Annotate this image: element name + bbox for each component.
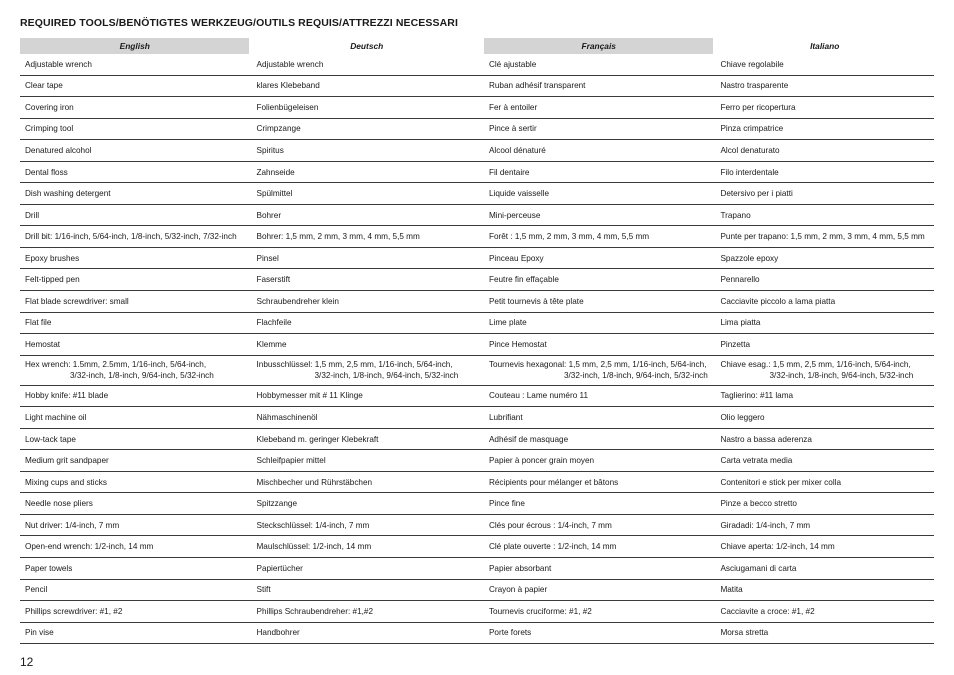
- cell-deutsch: Papiertücher: [256, 563, 303, 573]
- cell-francais: Lubrifiant: [488, 412, 523, 422]
- cell-francais: Pinceau Epoxy: [488, 253, 544, 263]
- cell-english: Epoxy brushes: [25, 253, 80, 263]
- cell-italiano: Lima piatta: [720, 318, 761, 328]
- cell-francais: Papier à poncer grain moyen: [488, 456, 595, 466]
- cell-italiano: Cacciavite a croce: #1, #2: [720, 606, 815, 616]
- cell-deutsch: Bohrer: [256, 210, 282, 220]
- cell-line: Inbusschlüssel: 1,5 mm, 2,5 mm, 1/16-inch, 5/64-inch,: [256, 360, 453, 370]
- cell-english: Open-end wrench: 1/2-inch, 14 mm: [25, 542, 154, 552]
- table-body-bottom: [20, 386, 934, 645]
- table-row: [20, 119, 934, 141]
- cell-line: Chiave esag.: 1,5 mm, 2,5 mm, 1/16-inch, 5/64-inch,: [720, 360, 911, 370]
- cell-deutsch: Zahnseide: [256, 167, 295, 177]
- cell-italiano: Spazzole epoxy: [720, 253, 779, 263]
- cell-deutsch: Schraubendreher klein: [256, 296, 339, 306]
- cell-line: 3/32-inch, 1/8-inch, 9/64-inch, 5/32-inch: [563, 371, 708, 381]
- cell-line: 3/32-inch, 1/8-inch, 9/64-inch, 5/32-inch: [70, 371, 214, 381]
- cell-italiano: Asciugamani di carta: [720, 563, 797, 573]
- cell-francais: Papier absorbant: [488, 563, 552, 573]
- cell-italiano: Taglierino: #11 lama: [720, 391, 794, 401]
- table-row: [20, 183, 934, 205]
- cell-line: Tournevis hexagonal: 1,5 mm, 2,5 mm, 1/16-inch, 5/64-inch,: [488, 360, 707, 370]
- cell-francais: Petit tournevis à tête plate: [488, 296, 584, 306]
- table-row: [20, 269, 934, 291]
- table-row: [20, 97, 934, 119]
- cell-italiano: Pinza crimpatrice: [720, 124, 784, 134]
- cell-italiano: Olio leggero: [720, 412, 765, 422]
- cell-english: Hobby knife: #11 blade: [25, 391, 109, 401]
- cell-italiano: Matita: [720, 585, 743, 595]
- cell-italiano: Chiave regolabile: [720, 59, 784, 69]
- table-row: [20, 313, 934, 335]
- cell-italiano: Detersivo per i piatti: [720, 189, 793, 199]
- cell-english: Phillips screwdriver: #1, #2: [25, 606, 123, 616]
- cell-deutsch: Crimpzange: [256, 124, 301, 134]
- cell-deutsch: Steckschlüssel: 1/4-inch, 7 mm: [256, 520, 370, 530]
- cell-english: Nut driver: 1/4-inch, 7 mm: [25, 520, 120, 530]
- table-row: [20, 601, 934, 623]
- cell-francais: Lime plate: [488, 318, 527, 328]
- cell-italiano: Nastro trasparente: [720, 81, 789, 91]
- cell-deutsch: Folienbügeleisen: [256, 102, 319, 112]
- cell-francais: [484, 356, 713, 385]
- cell-english: Drill bit: 1/16-inch, 5/64-inch, 1/8-inch, 5/32-inch, 7/32-inch: [25, 232, 237, 242]
- cell-italiano: Contenitori e stick per mixer colla: [720, 477, 842, 487]
- column-header-english: English: [20, 38, 249, 54]
- cell-italiano: Punte per trapano: 1,5 mm, 2 mm, 3 mm, 4 mm, 5,5 mm: [720, 232, 925, 242]
- cell-english: Medium grit sandpaper: [25, 456, 109, 466]
- table-row: [20, 429, 934, 451]
- cell-francais: Pince à sertir: [488, 124, 537, 134]
- cell-english: Paper towels: [25, 563, 73, 573]
- cell-english: Dish washing detergent: [25, 189, 111, 199]
- tools-table: [20, 38, 934, 644]
- table-row: [20, 493, 934, 515]
- cell-english: [20, 356, 249, 385]
- cell-italiano: Nastro a bassa aderenza: [720, 434, 812, 444]
- cell-francais: Alcool dénaturé: [488, 145, 546, 155]
- table-row: [20, 76, 934, 98]
- table-row: [20, 472, 934, 494]
- table-row: [20, 291, 934, 313]
- cell-italiano: Cacciavite piccolo a lama piatta: [720, 296, 836, 306]
- cell-italiano: Pinze a becco stretto: [720, 499, 797, 509]
- cell-deutsch: Klemme: [256, 339, 287, 349]
- table-row: [20, 162, 934, 184]
- cell-english: Mixing cups and sticks: [25, 477, 107, 487]
- table-body-top: [20, 54, 934, 356]
- cell-deutsch: Hobbymesser mit # 11 Klinge: [256, 391, 363, 401]
- cell-english: Flat blade screwdriver: small: [25, 296, 129, 306]
- cell-italiano: [715, 356, 934, 385]
- cell-english: Denatured alcohol: [25, 145, 92, 155]
- cell-francais: Liquide vaisselle: [488, 189, 550, 199]
- cell-francais: Adhésif de masquage: [488, 434, 569, 444]
- cell-italiano: Chiave aperta: 1/2-inch, 14 mm: [720, 542, 835, 552]
- table-header-row: [20, 38, 934, 54]
- table-row: [20, 515, 934, 537]
- cell-francais: Fer à entoiler: [488, 102, 538, 112]
- cell-italiano: Carta vetrata media: [720, 456, 793, 466]
- cell-english: Drill: [25, 210, 40, 220]
- column-header-francais: Français: [484, 38, 713, 54]
- cell-deutsch: Nähmaschinenöl: [256, 412, 318, 422]
- cell-deutsch: Schleifpapier mittel: [256, 456, 326, 466]
- cell-deutsch: Flachfeile: [256, 318, 292, 328]
- cell-francais: Pince fine: [488, 499, 525, 509]
- cell-deutsch: Phillips Schraubendreher: #1,#2: [256, 606, 374, 616]
- cell-francais: Feutre fin effaçable: [488, 275, 559, 285]
- table-row: [20, 205, 934, 227]
- page-number: 12: [20, 655, 34, 669]
- cell-deutsch: Handbohrer: [256, 628, 300, 638]
- cell-deutsch: Klebeband m. geringer Klebekraft: [256, 434, 379, 444]
- cell-english: Dental floss: [25, 167, 68, 177]
- cell-english: Felt-tipped pen: [25, 275, 80, 285]
- cell-english: Hemostat: [25, 339, 61, 349]
- table-row: [20, 450, 934, 472]
- page-title: REQUIRED TOOLS/BENÖTIGTES WERKZEUG/OUTILS REQUIS/ATTREZZI NECESSARI: [20, 17, 458, 29]
- cell-deutsch: Spitzzange: [256, 499, 297, 509]
- table-row: [20, 580, 934, 602]
- cell-francais: Récipients pour mélanger et bâtons: [488, 477, 619, 487]
- cell-francais: Clés pour écrous : 1/4-inch, 7 mm: [488, 520, 612, 530]
- table-row: [20, 356, 934, 386]
- cell-francais: Tournevis cruciforme: #1, #2: [488, 606, 592, 616]
- table-row: [20, 334, 934, 356]
- cell-italiano: Morsa stretta: [720, 628, 769, 638]
- cell-english: Needle nose pliers: [25, 499, 93, 509]
- cell-english: Crimping tool: [25, 124, 74, 134]
- cell-francais: Mini-perceuse: [488, 210, 541, 220]
- cell-francais: Forêt : 1,5 mm, 2 mm, 3 mm, 4 mm, 5,5 mm: [488, 232, 650, 242]
- table-row: [20, 54, 934, 76]
- cell-line: Hex wrench: 1.5mm, 2.5mm, 1/16-inch, 5/64-inch,: [25, 360, 207, 370]
- cell-deutsch: Stift: [256, 585, 271, 595]
- cell-francais: Ruban adhésif transparent: [488, 81, 586, 91]
- cell-english: Covering iron: [25, 102, 74, 112]
- cell-italiano: Pennarello: [720, 275, 760, 285]
- cell-italiano: Ferro per ricopertura: [720, 102, 796, 112]
- cell-deutsch: Bohrer: 1,5 mm, 2 mm, 3 mm, 4 mm, 5,5 mm: [256, 232, 420, 242]
- cell-francais: Crayon à papier: [488, 585, 548, 595]
- table-row: [20, 407, 934, 429]
- table-row: [20, 386, 934, 408]
- cell-english: Light machine oil: [25, 412, 87, 422]
- cell-line: 3/32-inch, 1/8-inch, 9/64-inch, 5/32-inch: [314, 371, 459, 381]
- cell-italiano: Trapano: [720, 210, 751, 220]
- cell-italiano: Filo interdentale: [720, 167, 779, 177]
- cell-italiano: Alcol denaturato: [720, 145, 780, 155]
- cell-deutsch: Maulschlüssel: 1/2-inch, 14 mm: [256, 542, 372, 552]
- table-row: [20, 623, 934, 645]
- cell-italiano: Giradadi: 1/4-inch, 7 mm: [720, 520, 811, 530]
- table-row: [20, 226, 934, 248]
- column-header-italiano: Italiano: [810, 40, 840, 51]
- cell-english: Adjustable wrench: [25, 59, 92, 69]
- cell-francais: Pince Hemostat: [488, 339, 547, 349]
- column-header-deutsch: Deutsch: [350, 40, 384, 51]
- cell-francais: Clé plate ouverte : 1/2-inch, 14 mm: [488, 542, 617, 552]
- cell-francais: Porte forets: [488, 628, 532, 638]
- cell-deutsch: Pinsel: [256, 253, 279, 263]
- cell-english: Clear tape: [25, 81, 63, 91]
- cell-italiano: Pinzetta: [720, 339, 751, 349]
- cell-deutsch: [251, 356, 481, 385]
- cell-francais: Couteau : Lame numéro 11: [488, 391, 589, 401]
- table-row: [20, 536, 934, 558]
- cell-english: Flat file: [25, 318, 52, 328]
- cell-deutsch: Spülmittel: [256, 189, 293, 199]
- cell-deutsch: Faserstift: [256, 275, 291, 285]
- table-row: [20, 558, 934, 580]
- cell-english: Low-tack tape: [25, 434, 76, 444]
- cell-english: Pin vise: [25, 628, 54, 638]
- cell-deutsch: Mischbecher und Rührstäbchen: [256, 477, 373, 487]
- table-row: [20, 248, 934, 270]
- cell-deutsch: klares Klebeband: [256, 81, 320, 91]
- cell-francais: Fil dentaire: [488, 167, 530, 177]
- cell-deutsch: Spiritus: [256, 145, 284, 155]
- cell-deutsch: Adjustable wrench: [256, 59, 324, 69]
- cell-english: Pencil: [25, 585, 48, 595]
- cell-francais: Clé ajustable: [488, 59, 537, 69]
- table-row: [20, 140, 934, 162]
- cell-line: 3/32-inch, 1/8-inch, 9/64-inch, 5/32-inch: [769, 371, 914, 381]
